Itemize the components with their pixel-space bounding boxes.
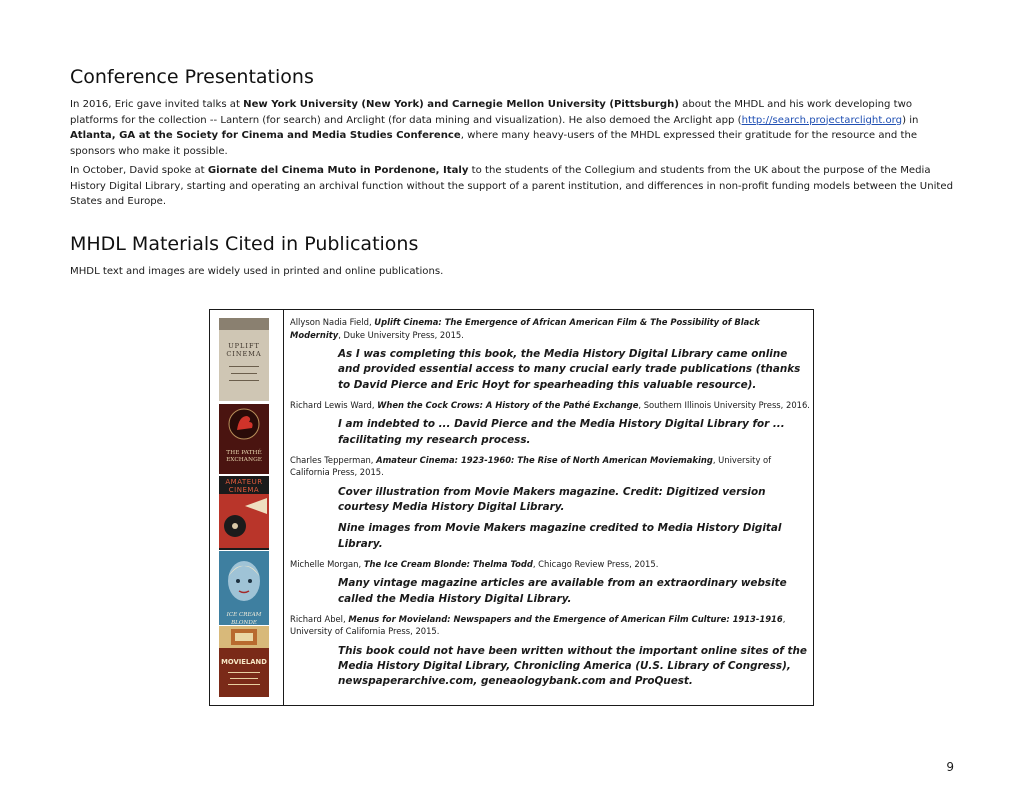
citation-amateur-cinema: Charles Tepperman, Amateur Cinema: 1923-1960: The Rise of North American Moviemaking, University of California Press, 2015. xyxy=(290,454,772,478)
theater-marquee-icon xyxy=(219,626,269,648)
citation-ice-cream-blonde: Michelle Morgan, The Ice Cream Blonde: Thelma Todd, Chicago Review Press, 2015. xyxy=(290,558,659,569)
page-number: 9 xyxy=(946,760,954,774)
publications-table xyxy=(209,309,814,706)
quote-amateur-cinema-cover: Cover illustration from Movie Makers magazine. Credit: Digitized version courtesy Media History Digital Library. xyxy=(338,485,766,514)
book-cover-movieland: MOVIELAND xyxy=(219,626,269,697)
quote-uplift-cinema: As I was completing this book, the Media History Digital Library came online and provided essential access to many crucial early trade publications (thanks to David Pierce and Eric Hoyt for spearheading this valuable resource). xyxy=(338,348,801,391)
book-covers-column xyxy=(210,310,284,705)
book-cover-pathe-exchange: THE PATHÉ EXCHANGE xyxy=(219,404,269,474)
film-reel-icon xyxy=(219,494,269,548)
arclight-link[interactable]: http://search.projectarclight.org xyxy=(741,114,903,126)
quote-amateur-cinema-images: Nine images from Movie Makers magazine credited to Media History Digital Library. xyxy=(338,522,782,550)
conference-paragraph-2: In October, David spoke at Giornate del Cinema Muto in Pordenone, Italy to the students of the Collegium and students from the UK about the purpose of the Media History Digital Library, starting and operating an archival function without the support of a parent institution, and differences in non-profit funding models between the United States and Europe. xyxy=(70,165,953,207)
book-cover-uplift-cinema: UPLIFT CINEMA xyxy=(219,318,269,401)
citation-uplift-cinema: Allyson Nadia Field, Uplift Cinema: The Emergence of African American Film & The Possibility of Black Modernity, Duke University Press, 2015. xyxy=(290,317,760,340)
section-heading-conference: Conference Presentations xyxy=(70,66,314,88)
quote-pathe-exchange: I am indebted to ... David Pierce and the Media History Digital Library for ... facilitating my research process. xyxy=(338,418,785,446)
rooster-icon xyxy=(219,404,269,446)
book-cover-ice-cream-blonde: ICE CREAM BLONDE xyxy=(219,551,269,625)
book-cover-amateur-cinema: AMATEUR CINEMA xyxy=(219,476,269,550)
section-heading-publications: MHDL Materials Cited in Publications xyxy=(70,233,419,255)
citations-column xyxy=(290,316,810,696)
quote-menus-for-movieland: This book could not have been written without the important online sites of the Media History Digital Library, Chronicling America (U.S. Library of Congress), newspaperarchive.com, geneaologybank.com and ProQuest. xyxy=(338,644,807,688)
quote-ice-cream-blonde: Many vintage magazine articles are available from an extraordinary website called the Media History Digital Library. xyxy=(338,577,787,605)
publications-intro: MHDL text and images are widely used in printed and online publications. xyxy=(70,266,444,277)
portrait-icon xyxy=(219,551,269,607)
conference-paragraph-1: In 2016, Eric gave invited talks at New York University (New York) and Carnegie Mellon University (Pittsburgh) about the MHDL and his work developing two platforms for the collection -- Lantern (for search) and Arclight (for data mining and visualization). He also demoed the Arclight app (http://search.projectarclight.org) in Atlanta, GA at the Society for Cinema and Media Studies Conference, where many heavy-users of the MHDL expressed their gratitude for the resource and the sponsors who make it possible. xyxy=(70,99,919,157)
citation-menus-for-movieland: Richard Abel, Menus for Movieland: Newspapers and the Emergence of American Film Culture: 1913-1916, University of California Press, 2015. xyxy=(290,613,786,637)
citation-pathe-exchange: Richard Lewis Ward, When the Cock Crows: A History of the Pathé Exchange, Southern Illinois University Press, 2016. xyxy=(290,399,810,410)
